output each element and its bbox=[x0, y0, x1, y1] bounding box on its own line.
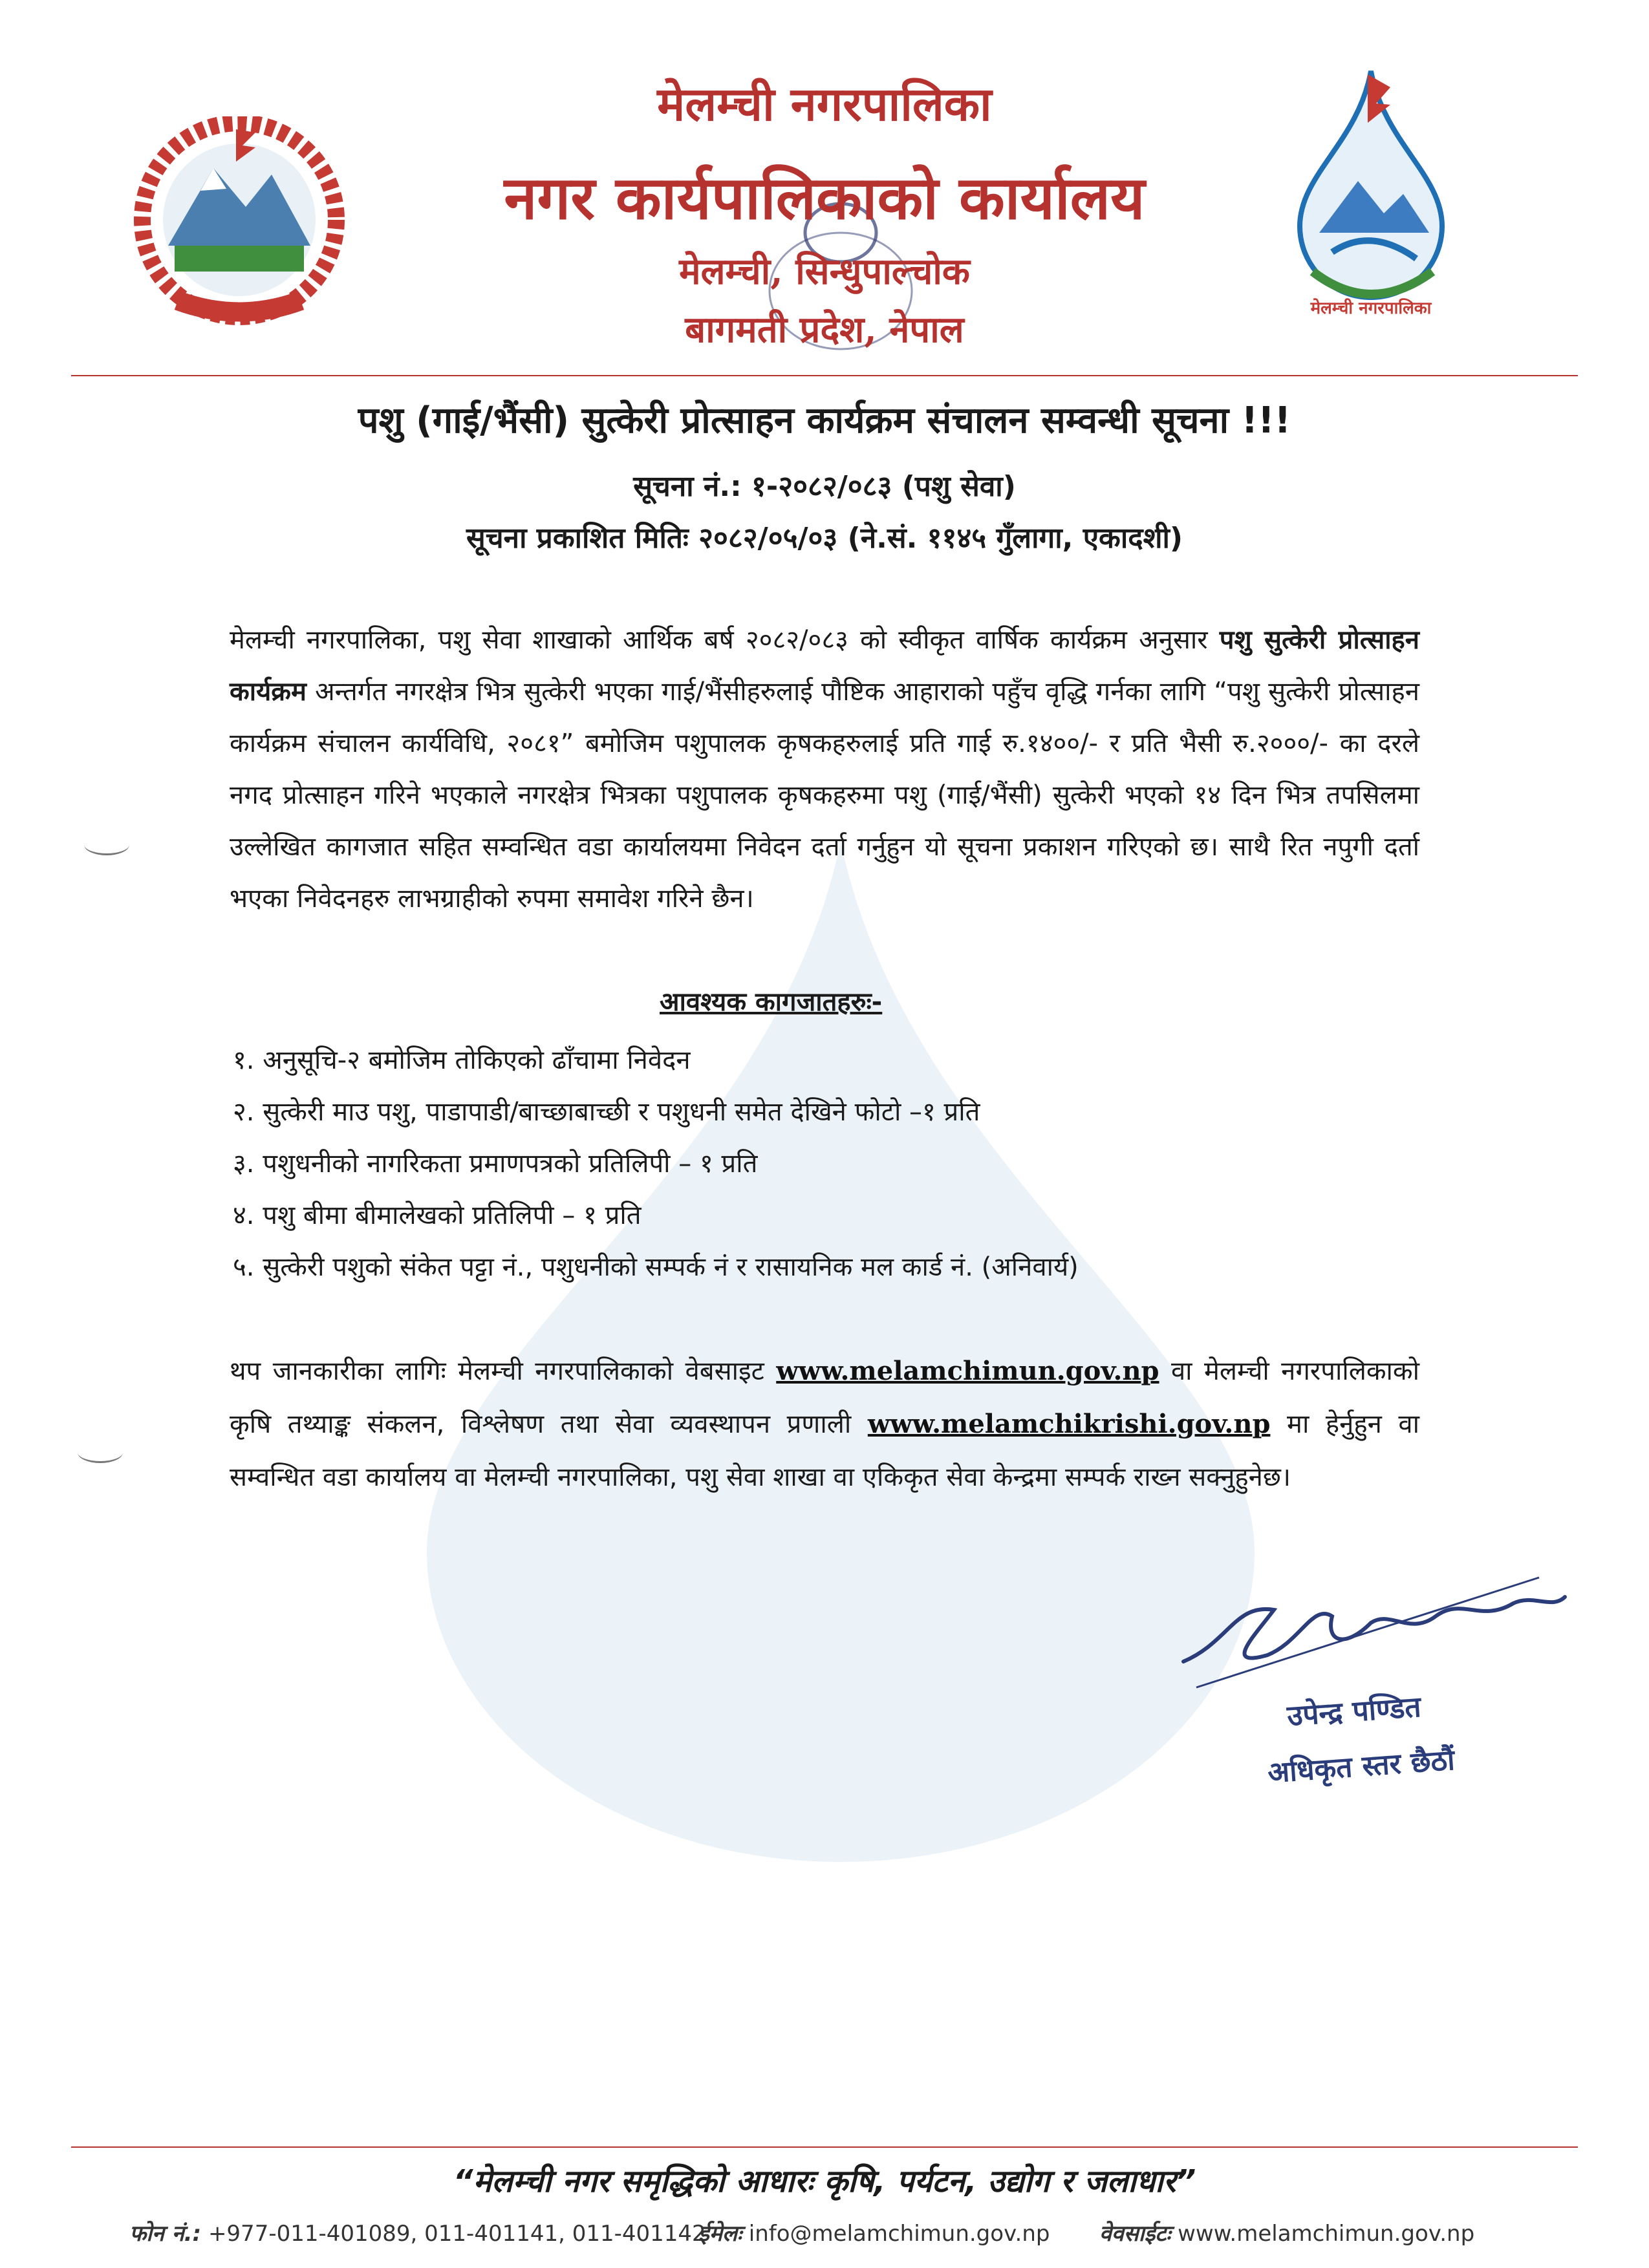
municipality-name: मेलम्ची नगरपालिका bbox=[657, 76, 992, 131]
contact-text-part1: थप जानकारीका लागिः मेलम्ची नगरपालिकाको वेबसाइट bbox=[230, 1356, 777, 1386]
punch-hole-mark bbox=[84, 834, 129, 855]
body-text-part2: अन्तर्गत नगरक्षेत्र भित्र सुत्केरी भएका गाई/भैंसीहरुलाई पौष्टिक आहाराको पहुँच वृद्धि गर्नका लागि “पशु सुत्केरी प्रोत्साहन कार्यक्रम संचालन कार्यविधि, २०८१” बमोजिम पशुपालक कृषकहरुलाई प्रति गाई रु.१४००/- र प्रति भैसी रु.२०००/- का दरले नगद प्रोत्साहन गरिने भएकाले नगरक्षेत्र भित्रका पशुपालक कृषकहरुमा पशु (गाई/भैंसी) सुत्केरी भएको १४ दिन भित्र तपसिलमा उल्लेखित कागजात सहित सम्वन्धित वडा कार्यालयमा निवेदन दर्ता गर्नुहुन यो सूचना प्रकाशन गरिएको छ। साथै रित नपुगी दर्ता भएका निवेदनहरु लाभग्राहीको रुपमा समावेश गरिने छैन। bbox=[230, 677, 1419, 914]
signer-name: उपेन्द्र पण्डित bbox=[1286, 1690, 1422, 1733]
list-item: ३. पशुधनीको नागरिकता प्रमाणपत्रको प्रतिलिपी – १ प्रति bbox=[233, 1149, 758, 1179]
required-documents-list bbox=[233, 1034, 1423, 1293]
handwritten-signature bbox=[1177, 1565, 1578, 1696]
contact-text-part2: वा मेलम्ची नगरपालिकाको कृषि तथ्याङ्क संकलन, विश्लेषण तथा सेवा व्यवस्थापन प्रणाली bbox=[230, 1356, 1419, 1439]
contact-text-part3: मा हेर्नुहुन वा सम्वन्धित वडा कार्यालय वा मेलम्ची नगरपालिका, पशु सेवा शाखा वा एकिकृत सेवा केन्द्रमा सम्पर्क राख्न सक्नुहुनेछ। bbox=[230, 1409, 1419, 1492]
list-item: २. सुत्केरी माउ पशु, पाडापाडी/बाच्छाबाच्छी र पशुधनी समेत देखिने फोटो –१ प्रति bbox=[233, 1097, 980, 1127]
notice-body bbox=[230, 614, 1419, 925]
list-item: ५. सुत्केरी पशुको संकेत पट्टा नं., पशुधनीको सम्पर्क नं र रासायनिक मल कार्ड नं. (अनिवार्य) bbox=[233, 1252, 1079, 1282]
krishi-website-link[interactable]: www.melamchikrishi.gov.np bbox=[867, 1409, 1271, 1439]
contact-info bbox=[230, 1345, 1419, 1504]
email-address[interactable]: info@melamchimun.gov.np bbox=[748, 2221, 1050, 2247]
punch-hole-mark bbox=[78, 1442, 123, 1463]
notice-published-date: सूचना प्रकाशित मितिः २०८२/०५/०३ (ने.सं. ११४५ गुँलागा, एकादशी) bbox=[466, 522, 1183, 555]
body-text-part1: मेलम्ची नगरपालिका, पशु सेवा शाखाको आर्थिक बर्ष २०८२/०८३ को स्वीकृत वार्षिक कार्यक्रम अनुसार bbox=[230, 625, 1220, 655]
list-item: ४. पशु बीमा बीमालेखको प्रतिलिपी – १ प्रति bbox=[233, 1201, 641, 1230]
phone-numbers: +977-011-401089, 011-401141, 011-401142 bbox=[208, 2221, 706, 2247]
footer-email bbox=[698, 2218, 1050, 2247]
notice-number: सूचना नं.: १-२०८२/०८३ (पशु सेवा) bbox=[633, 470, 1016, 503]
header-divider bbox=[71, 375, 1578, 376]
footer-divider bbox=[71, 2146, 1578, 2148]
list-item: १. अनुसूचि-२ बमोजिम तोकिएको ढाँचामा निवेदन bbox=[233, 1045, 691, 1075]
signer-title: अधिकृत स्तर छैठौं bbox=[1266, 1743, 1456, 1790]
footer-website bbox=[1099, 2218, 1474, 2247]
email-label: ईमेलः bbox=[698, 2221, 742, 2247]
body-program-name: पशु सुत्केरी प्रोत्साहन कार्यक्रम bbox=[230, 625, 1419, 707]
phone-label: फोन नं.: bbox=[129, 2221, 202, 2247]
municipality-website-link[interactable]: www.melamchimun.gov.np bbox=[776, 1356, 1159, 1386]
notice-title: पशु (गाई/भैंसी) सुत्केरी प्रोत्साहन कार्यक्रम संचालन सम्वन्धी सूचना !!! bbox=[358, 400, 1291, 442]
office-name: नगर कार्यपालिकाको कार्यालय bbox=[504, 163, 1145, 233]
footer-slogan: “मेलम्ची नगर समृद्धिको आधारः कृषि, पर्यटन, उद्योग र जलाधार” bbox=[453, 2163, 1196, 2199]
address-district: मेलम्ची, सिन्धुपाल्चोक bbox=[679, 250, 970, 293]
website-label: वेवसाईटः bbox=[1099, 2221, 1171, 2247]
logo-caption: मेलम्ची नगरपालिका bbox=[1310, 299, 1432, 318]
footer-phone bbox=[129, 2218, 706, 2247]
required-documents-heading: आवश्यक कागजातहरुः- bbox=[660, 987, 883, 1017]
footer-website-link[interactable]: www.melamchimun.gov.np bbox=[1178, 2221, 1475, 2247]
address-province: बागमती प्रदेश, नेपाल bbox=[685, 308, 964, 351]
